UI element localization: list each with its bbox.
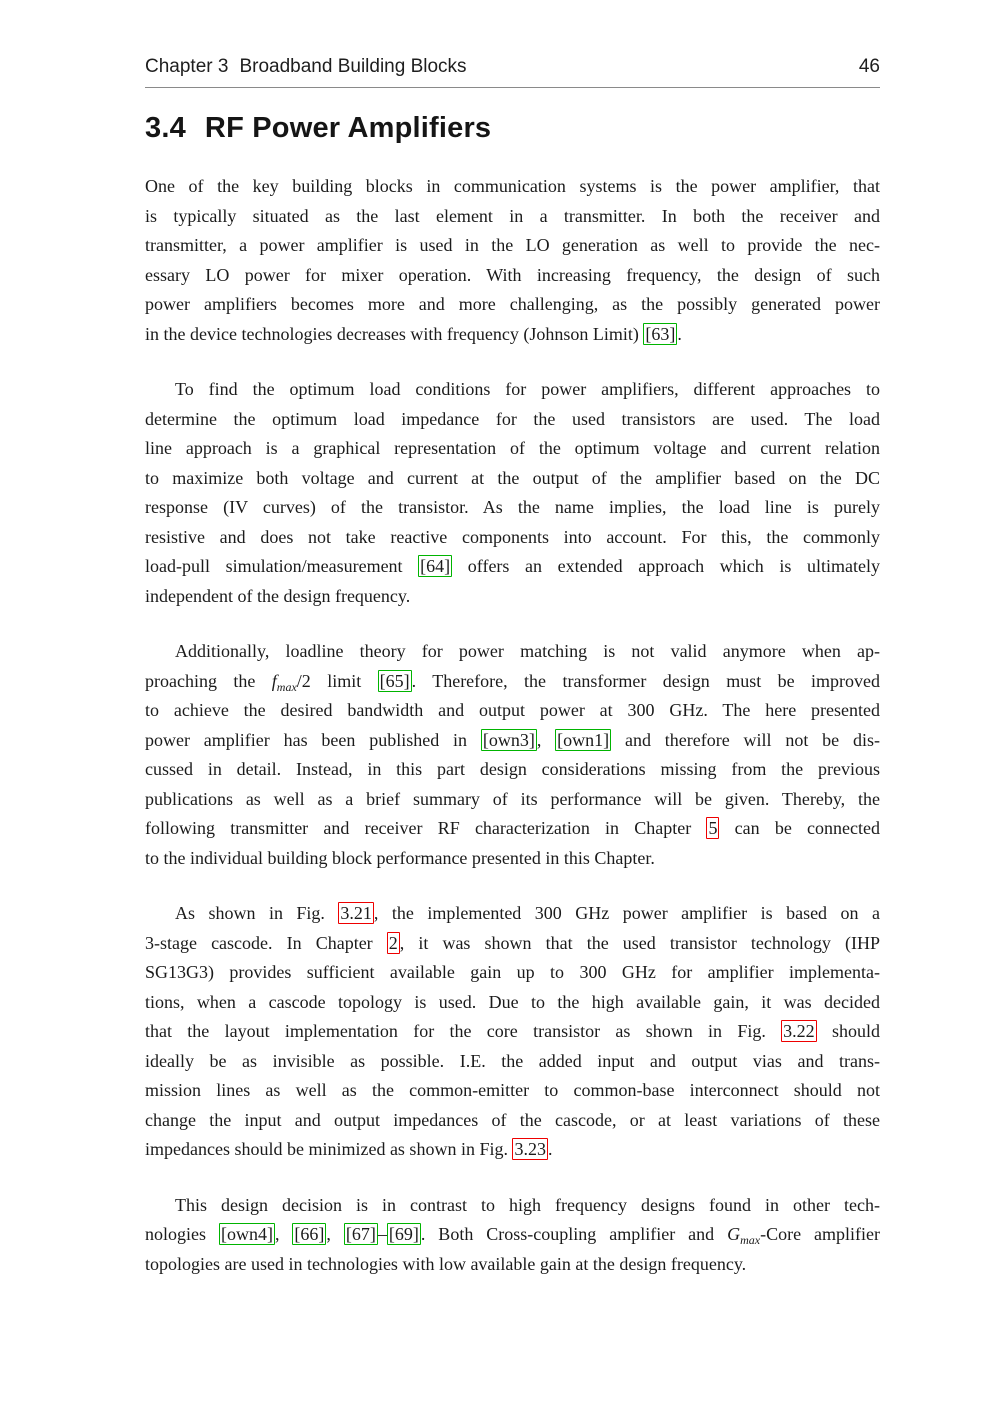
text-segment: . — [547, 1139, 553, 1159]
text-line — [145, 290, 880, 320]
chapter-title: Broadband Building Blocks — [239, 56, 467, 77]
text-segment: /2 limit — [296, 670, 378, 691]
text-segment: publications as well as a brief summary of its performance will be given. Thereby, the — [145, 788, 880, 809]
text-segment: To find the optimum load conditions for power amplifiers, different approaches to — [175, 379, 880, 399]
text-segment: transmitter, a power amplifier is used in the LO generation as well to provide the nec- — [145, 235, 880, 255]
citation-link[interactable]: [own1] — [557, 729, 610, 750]
citation-link[interactable]: [67] — [345, 1224, 376, 1244]
text-line — [145, 1191, 880, 1221]
page-content — [145, 56, 880, 1279]
section-number: 3.4 — [145, 112, 186, 144]
text-line — [145, 1250, 880, 1280]
text-line — [145, 637, 880, 667]
text-segment: Additionally, loadline theory for power matching is not valid anymore when ap- — [175, 641, 880, 661]
text-segment: topologies are used in technologies with low available gain at the design frequency. — [145, 1253, 747, 1274]
text-segment: , the implemented 300 GHz power amplifier is based on a — [373, 903, 880, 923]
text-segment: . Both Cross-coupling amplifier and — [420, 1224, 728, 1244]
citation-link[interactable]: [64] — [420, 556, 451, 576]
text-segment: This design decision is in contrast to high frequency designs found in other tech- — [175, 1194, 880, 1215]
section-title: RF Power Amplifiers — [204, 112, 492, 144]
text-line — [145, 726, 880, 756]
text-line — [145, 899, 880, 929]
citation-link[interactable]: [own3] — [482, 729, 535, 750]
text-segment: . — [677, 323, 682, 344]
text-line — [145, 375, 880, 405]
text-line — [145, 667, 880, 697]
text-segment: offers an extended approach which is ultimately — [452, 556, 880, 576]
text-segment: response (IV curves) of the transistor. As the name implies, the load line is purely — [145, 497, 880, 517]
text-segment: independent of the design frequency. — [145, 585, 411, 606]
text-line — [145, 1220, 880, 1250]
text-segment: , it was shown that the used transistor technology (IHP — [399, 932, 880, 953]
citation-link[interactable]: [66] — [294, 1224, 325, 1244]
text-segment: resistive and does not take reactive components into account. For this, the commonly — [145, 526, 880, 547]
internal-ref-link[interactable]: 2 — [388, 932, 398, 953]
text-segment: ideally be as invisible as possible. I.E. the added input and output vias and trans- — [145, 1050, 880, 1071]
paragraph — [145, 375, 880, 611]
text-segment: power amplifiers becomes more and more challenging, as the possibly generated power — [145, 294, 880, 314]
text-segment: One of the key building blocks in communication systems is the power amplifier, that — [145, 176, 880, 196]
text-line — [145, 929, 880, 959]
text-segment: impedances should be minimized as shown in Fig. — [145, 1139, 513, 1159]
text-line — [145, 202, 880, 232]
text-line — [145, 172, 880, 202]
text-line — [145, 464, 880, 494]
text-line — [145, 696, 880, 726]
document-body — [145, 172, 880, 1279]
text-segment: -Core amplifier — [760, 1224, 880, 1244]
text-line — [145, 988, 880, 1018]
text-segment: nologies — [145, 1224, 219, 1244]
citation-link[interactable]: [own4] — [220, 1224, 273, 1244]
text-segment: to maximize both voltage and current at the output of the amplifier based on the DC — [145, 467, 880, 488]
text-line — [145, 493, 880, 523]
text-segment: As shown in Fig. — [175, 903, 339, 923]
text-segment: f — [271, 670, 277, 691]
text-segment: max — [740, 1233, 761, 1247]
text-line — [145, 844, 880, 874]
text-line — [145, 814, 880, 844]
text-line — [145, 405, 880, 435]
text-segment: G — [727, 1224, 741, 1244]
text-line — [145, 261, 880, 291]
text-line — [145, 552, 880, 582]
text-segment: cussed in detail. Instead, in this part design considerations missing from the previous — [145, 759, 880, 779]
section-heading — [145, 111, 880, 145]
text-segment: is typically situated as the last element in a transmitter. In both the receiver and — [145, 205, 880, 226]
text-segment: essary LO power for mixer operation. With increasing frequency, the design of such — [145, 264, 880, 285]
text-segment: mission lines as well as the common-emitter to common-base interconnect should not — [145, 1080, 880, 1100]
chapter-label: Chapter 3 — [145, 56, 229, 77]
text-line — [145, 231, 880, 261]
text-segment: 3-stage cascode. In Chapter — [145, 932, 387, 953]
citation-link[interactable]: [63] — [645, 323, 676, 344]
text-segment: and therefore will not be dis- — [611, 729, 880, 750]
text-line — [145, 785, 880, 815]
internal-ref-link[interactable]: 3.23 — [514, 1139, 546, 1159]
text-line — [145, 1106, 880, 1136]
citation-link[interactable]: [65] — [379, 670, 410, 691]
text-segment: to achieve the desired bandwidth and output power at 300 GHz. The here presented — [145, 700, 880, 720]
internal-ref-link[interactable]: 3.22 — [783, 1021, 815, 1041]
text-segment: power amplifier has been published in — [145, 729, 481, 750]
text-segment: , — [326, 1224, 344, 1244]
text-segment: tions, when a cascode topology is used. Due to the high available gain, it was decided — [145, 991, 880, 1012]
text-segment: – — [377, 1224, 387, 1244]
text-segment: determine the optimum load impedance for the used transistors are used. The load — [145, 408, 880, 429]
paragraph — [145, 1191, 880, 1280]
citation-link[interactable]: [69] — [388, 1224, 419, 1244]
text-segment: to the individual building block performance presented in this Chapter. — [145, 847, 655, 868]
text-line — [145, 1047, 880, 1077]
text-segment: SG13G3) provides sufficient available gain up to 300 GHz for amplifier implementa- — [145, 962, 880, 982]
internal-ref-link[interactable]: 5 — [708, 818, 718, 838]
text-segment: in the device technologies decreases with frequency (Johnson Limit) — [145, 323, 644, 344]
text-line — [145, 582, 880, 612]
text-segment: , — [274, 1224, 293, 1244]
text-line — [145, 523, 880, 553]
text-segment: line approach is a graphical representation of the optimum voltage and current relation — [145, 438, 880, 458]
paragraph — [145, 172, 880, 349]
text-segment: following transmitter and receiver RF characterization in Chapter — [145, 818, 707, 838]
page-header — [145, 56, 880, 88]
text-line — [145, 958, 880, 988]
internal-ref-link[interactable]: 3.21 — [340, 903, 372, 923]
text-segment: that the layout implementation for the core transistor as shown in Fig. — [145, 1021, 782, 1041]
paragraph — [145, 637, 880, 873]
text-segment: change the input and output impedances of the cascode, or at least variations of these — [145, 1109, 880, 1130]
text-line — [145, 755, 880, 785]
page-number: 46 — [858, 56, 880, 77]
text-segment: should — [816, 1021, 880, 1041]
text-line — [145, 434, 880, 464]
text-line — [145, 1017, 880, 1047]
text-segment: max — [276, 679, 297, 694]
text-segment: . Therefore, the transformer design must be improved — [411, 670, 880, 691]
text-segment: , — [536, 729, 556, 750]
running-head — [145, 56, 467, 78]
text-line — [145, 1135, 880, 1165]
paragraph — [145, 899, 880, 1165]
text-segment: can be connected — [719, 818, 880, 838]
text-line — [145, 320, 880, 350]
text-segment: proaching the — [145, 670, 272, 691]
text-line — [145, 1076, 880, 1106]
text-segment: load-pull simulation/measurement — [145, 556, 419, 576]
